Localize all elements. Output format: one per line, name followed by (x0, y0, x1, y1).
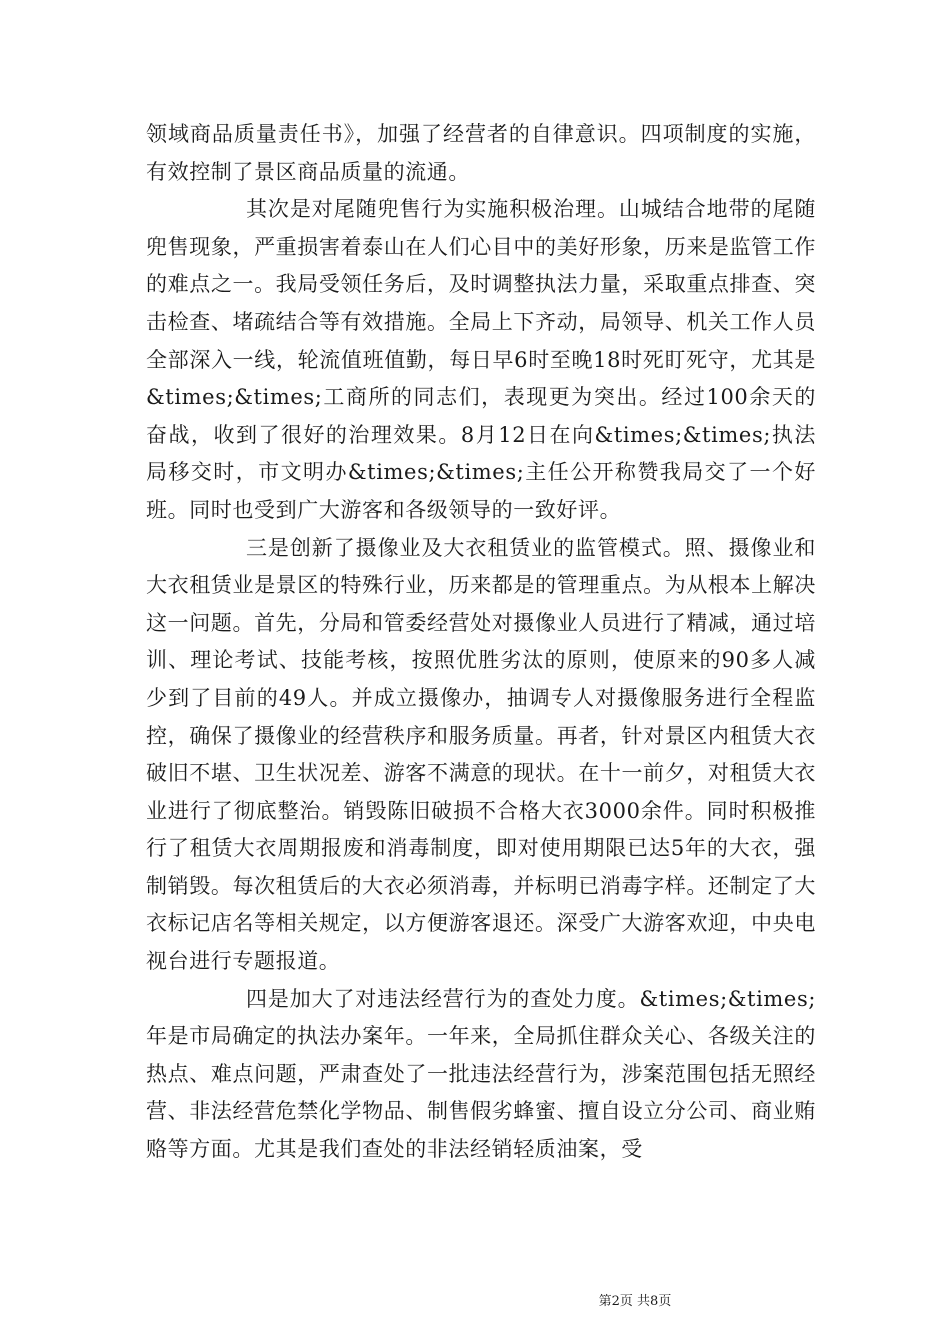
paragraph-1: 领域商品质量责任书》，加强了经营者的自律意识。四项制度的实施，有效控制了景区商品质量的流通。 (146, 122, 816, 184)
page-number: 第2页 共8页 (598, 1294, 672, 1309)
paragraph-4: 四是加大了对违法经营行为的查处力度。&times;&times;年是市局确定的执法办案年。一年来，全局抓住群众关心、各级关注的热点、难点问题，严肃查处了一批违法经营行为，涉案范围包括无照经营、非法经营危禁化学物品、制售假劣蜂蜜、擅自设立分公司、商业贿赂等方面。尤其是我们查处的非法经销轻质油案，受 (146, 986, 816, 1162)
paragraph-2: 其次是对尾随兜售行为实施积极治理。山城结合地带的尾随兜售现象，严重损害着泰山在人们心目中的美好形象，历来是监管工作的难点之一。我局受领任务后，及时调整执法力量，采取重点排查、突击检查、堵疏结合等有效措施。全局上下齐动，局领导、机关工作人员全部深入一线，轮流值班值勤，每日早6时至晚18时死盯死守，尤其是&times;&times;工商所的同志们，表现更为突出。经过100余天的奋战，收到了很好的治理效果。8月12日在向&times;&times;执法局移交时，市文明办&times;&times;主任公开称赞我局交了一个好班。同时也受到广大游客和各级领导的一致好评。 (146, 197, 816, 522)
document-body (146, 116, 816, 1169)
page-footer (0, 1290, 950, 1309)
paragraph-3: 三是创新了摄像业及大衣租赁业的监管模式。照、摄像业和大衣租赁业是景区的特殊行业，历来都是的管理重点。为从根本上解决这一问题。首先，分局和管委经营处对摄像业人员进行了精减，通过培训、理论考试、技能考核，按照优胜劣汰的原则，使原来的90多人减少到了目前的49人。并成立摄像办，抽调专人对摄像服务进行全程监控，确保了摄像业的经营秩序和服务质量。再者，针对景区内租赁大衣破旧不堪、卫生状况差、游客不满意的现状。在十一前夕，对租赁大衣业进行了彻底整治。销毁陈旧破损不合格大衣3000余件。同时积极推行了租赁大衣周期报废和消毒制度，即对使用期限已达5年的大衣，强制销毁。每次租赁后的大衣必须消毒，并标明已消毒字样。还制定了大衣标记店名等相关规定，以方便游客退还。深受广大游客欢迎，中央电视台进行专题报道。 (146, 535, 816, 974)
